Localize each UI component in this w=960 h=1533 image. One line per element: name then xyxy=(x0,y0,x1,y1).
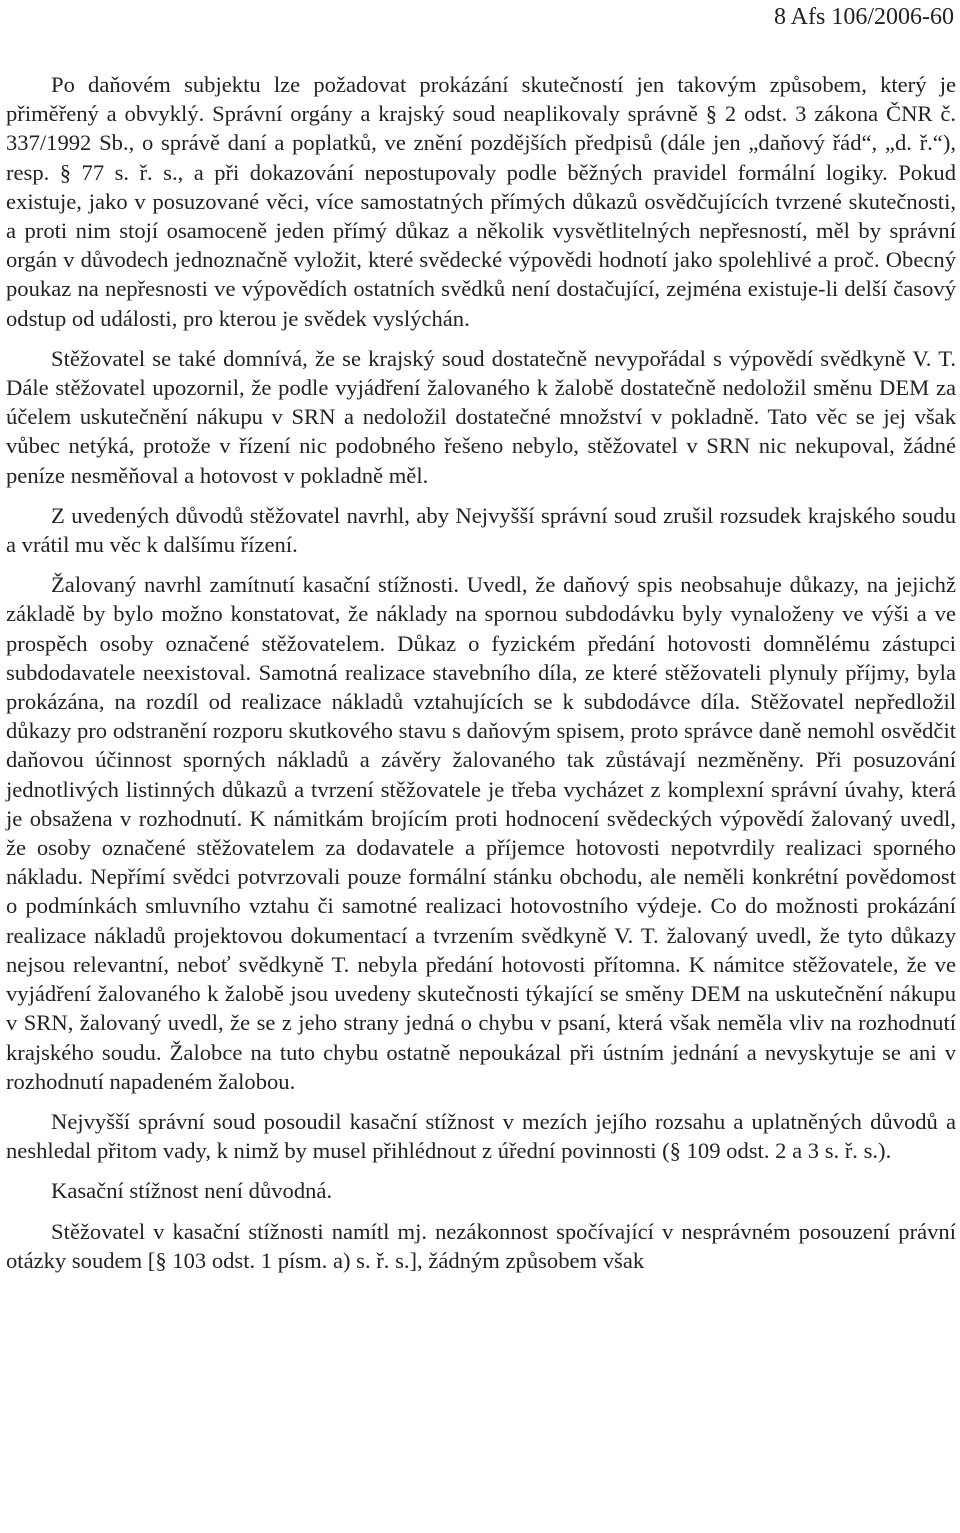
paragraph-2: Stěžovatel se také domnívá, že se krajský soud dostatečně nevypořádal s výpovědí svědkyně V. T. Dále stěžovatel upozornil, že podle vyjádření žalovaného k žalobě dostatečně nedoložil směnu DEM za účelem uskutečnění nákupu v SRN a nedoložil dostatečné množství v pokladně. Tato věc se jej však vůbec netýká, protože v řízení nic podobného řešeno nebylo, stěžovatel v SRN nic nekupoval, žádné peníze nesměňoval a hotovost v pokladně měl. xyxy=(6,345,956,488)
paragraph-7: Stěžovatel v kasační stížnosti namítl mj. nezákonnost spočívající v nesprávném posouzení právní otázky soudem [§ 103 odst. 1 písm. a) s. ř. s.], žádným způsobem však xyxy=(6,1218,956,1273)
paragraph-6: Kasační stížnost není důvodná. xyxy=(51,1178,333,1204)
paragraph-3: Z uvedených důvodů stěžovatel navrhl, aby Nejvyšší správní soud zrušil rozsudek krajského soudu a vrátil mu věc k dalšímu řízení. xyxy=(6,502,956,558)
paragraph-1: Po daňovém subjektu lze požadovat prokázání skutečností jen takovým způsobem, který je přiměřený a obvyklý. Správní orgány a krajský soud neaplikovaly správně § 2 odst. 3 zákona ČNR č. 337/1992 Sb., o správě daní a poplatků, ve znění pozdějších předpisů (dále jen „daňový řád“, „d. ř.“), resp. § 77 s. ř. s., a při dokazování nepostupovaly podle běžných pravidel formální logiky. Pokud existuje, jako v posuzované věci, více samostatných přímých důkazů osvědčujících tvrzené skutečnosti, a proti nim stojí osamoceně jeden přímý důkaz a několik vysvětlitelných nepřesností, měl by správní orgán v důvodech jednoznačně vyložit, které svědecké výpovědi hodnotí jako spolehlivé a proč. Obecný poukaz na nepřesnosti ve výpovědích ostatních svědků není dostačující, zejména existuje-li delší časový odstup od události, pro kterou je svědek vyslýchán. xyxy=(6,72,956,331)
paragraph-4: Žalovaný navrhl zamítnutí kasační stížnosti. Uvedl, že daňový spis neobsahuje důkazy, na jejichž základě by bylo možno konstatovat, že náklady na spornou subdodávku byly vynaloženy ve výši a ve prospěch osoby označené stěžovatelem. Důkaz o fyzickém předání hotovosti domnělému zástupci subdodavatele neexistoval. Samotná realizace stavebního díla, ze které stěžovateli plynuly příjmy, byla prokázána, na rozdíl od realizace nákladů vztahujících se k subdodávce díla. Stěžovatel nepředložil důkazy pro odstranění rozporu skutkového stavu s daňovým spisem, proto správce daně nemohl osvědčit daňovou účinnost sporných nákladů a závěry žalovaného tak zůstávají nezměněny. Při posuzování jednotlivých listinných důkazů a tvrzení stěžovatele je třeba vycházet z komplexní správní úvahy, která je obsažena v rozhodnutí. K námitkám brojícím proti hodnocení svědeckých výpovědí žalovaný uvedl, že osoby označené stěžovatelem za dodavatele a příjemce hotovosti nepotvrdily realizaci sporného nákladu. Nepřímí svědci potvrzovali pouze formální stánku obchodu, ale neměli konkrétní povědomost o podmínkách smluvního vztahu či samotné realizaci hotovostního výdeje. Co do možnosti prokázání realizace nákladů projektovou dokumentací a tvrzením svědkyně V. T. žalovaný uvedl, že tyto důkazy nejsou relevantní, neboť svědkyně T. nebyla předání hotovosti přítomna. K námitce stěžovatele, že ve vyjádření žalovaného k žalobě jsou uvedeny skutečnosti týkající se směny DEM na uskutečnění nákupu v SRN, žalovaný uvedl, že se z jeho strany jedná o chybu v psaní, která však neměla vliv na rozhodnutí krajského soudu. Žalobce na tuto chybu ostatně nepoukázal při ústním jednání a nevyskytuje se ani v rozhodnutí napadeném žalobou. xyxy=(6,572,956,1094)
document-body xyxy=(6,70,956,1275)
case-number: 8 Afs 106/2006-60 xyxy=(774,4,954,30)
paragraph-5: Nejvyšší správní soud posoudil kasační stížnost v mezích jejího rozsahu a uplatněných důvodů a neshledal přitom vady, k nimž by musel přihlédnout z úřední povinnosti (§ 109 odst. 2 a 3 s. ř. s.). xyxy=(6,1108,956,1164)
